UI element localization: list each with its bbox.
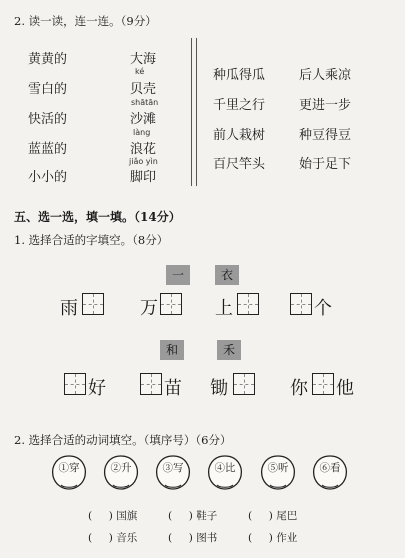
divider-right bbox=[196, 38, 197, 186]
fill-blank-item[interactable]: ( ) 国旗 bbox=[88, 510, 138, 522]
match-right-item: 贝壳 bbox=[130, 82, 157, 97]
char-item: 你 bbox=[290, 378, 308, 399]
section5-title: 五、选一选，填一填。（14分） bbox=[14, 210, 181, 224]
match-right-item: 脚印 bbox=[130, 170, 157, 185]
fill-word: 国旗 bbox=[116, 510, 138, 522]
answer-box[interactable] bbox=[64, 373, 86, 395]
peach-option bbox=[310, 452, 350, 492]
answer-box[interactable] bbox=[82, 293, 104, 315]
answer-box[interactable] bbox=[233, 373, 255, 395]
option-chip: 衣 bbox=[215, 265, 239, 285]
idiom-right: 种豆得豆 bbox=[299, 128, 352, 143]
peach-option bbox=[258, 452, 298, 492]
fill-word: 音乐 bbox=[116, 532, 138, 544]
pinyin: ké bbox=[135, 67, 145, 76]
match-left-item: 黄黄的 bbox=[28, 52, 68, 67]
match-right-item: 大海 bbox=[130, 52, 157, 67]
option-chip: 禾 bbox=[217, 340, 241, 360]
match-right-item: 沙滩 bbox=[130, 112, 157, 127]
idiom-right: 后人乘凉 bbox=[299, 68, 352, 83]
option-chip: 和 bbox=[160, 340, 184, 360]
idiom-left: 百尺竿头 bbox=[213, 157, 266, 172]
peach-option bbox=[49, 452, 89, 492]
fill-blank-item[interactable]: ( ) 尾巴 bbox=[248, 510, 298, 522]
option-chip: 一 bbox=[166, 265, 190, 285]
pinyin: jiǎo yìn bbox=[129, 157, 158, 166]
idiom-left: 种瓜得瓜 bbox=[213, 68, 266, 83]
peach-option bbox=[153, 452, 193, 492]
pinyin: làng bbox=[133, 128, 151, 137]
char-item: 他 bbox=[336, 378, 354, 399]
char-item: 上 bbox=[215, 298, 233, 319]
char-item: 好 bbox=[88, 378, 106, 399]
q5-1-title: 1. 选择合适的字填空。（8分） bbox=[14, 233, 169, 247]
verb-label: ⑤听 bbox=[267, 462, 289, 474]
match-left-item: 快活的 bbox=[28, 112, 68, 127]
fill-blank-item[interactable]: ( ) 音乐 bbox=[88, 532, 138, 544]
match-right-item: 浪花 bbox=[130, 142, 157, 157]
match-left-item: 雪白的 bbox=[28, 82, 68, 97]
char-item: 苗 bbox=[164, 378, 182, 399]
match-left-item: 小小的 bbox=[28, 170, 68, 185]
fill-word: 尾巴 bbox=[276, 510, 298, 522]
divider-left bbox=[191, 38, 192, 186]
idiom-right: 更进一步 bbox=[299, 98, 352, 113]
char-item: 万 bbox=[140, 298, 158, 319]
char-item: 锄 bbox=[210, 378, 228, 399]
idiom-left: 千里之行 bbox=[213, 98, 266, 113]
fill-blank-item[interactable]: ( ) 鞋子 bbox=[168, 510, 218, 522]
match-left-item: 蓝蓝的 bbox=[28, 142, 68, 157]
answer-box[interactable] bbox=[290, 293, 312, 315]
fill-blank-item[interactable]: ( ) 图书 bbox=[168, 532, 218, 544]
answer-box[interactable] bbox=[160, 293, 182, 315]
fill-word: 鞋子 bbox=[196, 510, 218, 522]
answer-box[interactable] bbox=[140, 373, 162, 395]
answer-box[interactable] bbox=[237, 293, 259, 315]
fill-word: 作业 bbox=[276, 532, 298, 544]
pinyin: shātān bbox=[131, 98, 159, 107]
verb-label: ⑥看 bbox=[319, 462, 341, 474]
q5-2-title: 2. 选择合适的动词填空。（填序号）（6分） bbox=[14, 433, 232, 447]
idiom-left: 前人栽树 bbox=[213, 128, 266, 143]
verb-label: ①穿 bbox=[58, 462, 80, 474]
fill-blank-item[interactable]: ( ) 作业 bbox=[248, 532, 298, 544]
char-item: 个 bbox=[314, 298, 332, 319]
char-item: 雨 bbox=[60, 298, 78, 319]
verb-label: ④比 bbox=[214, 462, 236, 474]
peach-option bbox=[205, 452, 245, 492]
answer-box[interactable] bbox=[312, 373, 334, 395]
verb-label: ③写 bbox=[162, 462, 184, 474]
fill-word: 图书 bbox=[196, 532, 218, 544]
idiom-right: 始于足下 bbox=[299, 157, 352, 172]
verb-label: ②升 bbox=[110, 462, 132, 474]
q2-title: 2. 读一读，连一连。（9分） bbox=[14, 14, 157, 28]
peach-option bbox=[101, 452, 141, 492]
